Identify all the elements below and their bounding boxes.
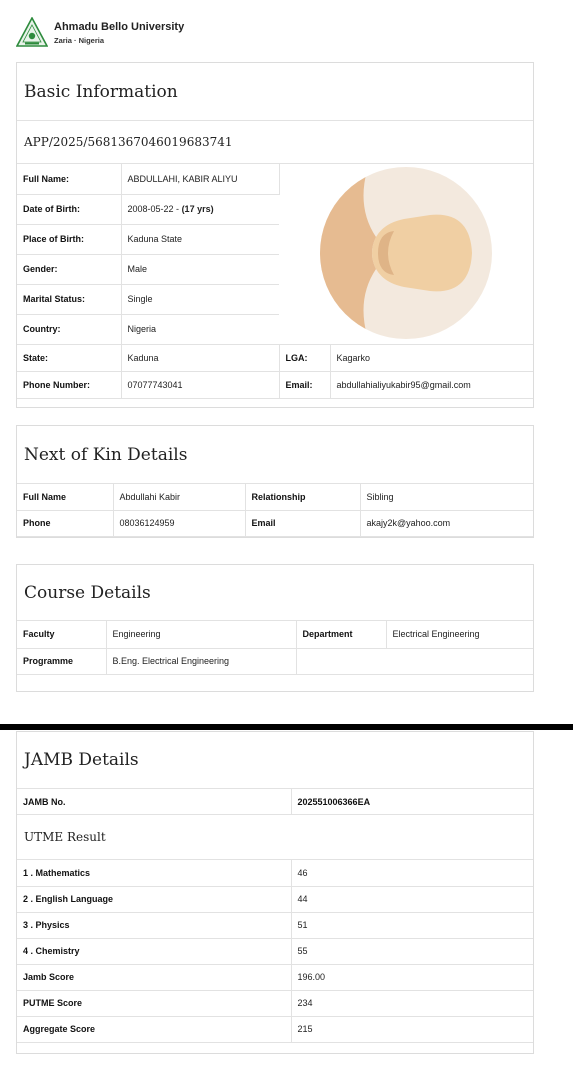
kin-email-value: akajy2k@yahoo.com [360, 510, 533, 536]
kin-name-label: Full Name [17, 484, 113, 510]
gender-label: Gender: [17, 254, 121, 284]
country-value: Nigeria [121, 314, 279, 344]
full-name-label: Full Name: [17, 164, 121, 194]
kin-relationship-value: Sibling [360, 484, 533, 510]
marital-value: Single [121, 284, 279, 314]
section-title: Course Details [17, 565, 533, 621]
kin-name-value: Abdullahi Kabir [113, 484, 245, 510]
email-label: Email: [279, 371, 330, 398]
lga-value: Kagarko [330, 344, 533, 371]
kin-phone-label: Phone [17, 510, 113, 536]
next-of-kin-table [17, 484, 533, 537]
phone-label: Phone Number: [17, 371, 121, 398]
jamb-details-card [16, 731, 534, 1054]
abu-crest-icon [16, 17, 48, 49]
programme-value: B.Eng. Electrical Engineering [106, 648, 296, 674]
section-title: Next of Kin Details [17, 426, 533, 484]
next-of-kin-card [16, 425, 534, 538]
section-title: JAMB Details [24, 750, 139, 770]
state-label: State: [17, 344, 121, 371]
kin-phone-value: 08036124959 [113, 510, 245, 536]
department-value: Electrical Engineering [386, 621, 533, 648]
jamb-score-label: Jamb Score [17, 964, 291, 990]
lga-label: LGA: [279, 344, 330, 371]
subject-name: 4 . Chemistry [17, 938, 291, 964]
page-divider [0, 724, 573, 730]
passport-photo-placeholder-icon [320, 167, 492, 339]
kin-email-label: Email [245, 510, 360, 536]
course-details-card [16, 564, 534, 692]
phone-value: 07077743041 [121, 371, 279, 398]
pob-label: Place of Birth: [17, 224, 121, 254]
kin-relationship-label: Relationship [245, 484, 360, 510]
pob-value: Kaduna State [121, 224, 279, 254]
university-location: Zaria · Nigeria [54, 36, 105, 45]
basic-info-table [17, 164, 533, 399]
course-details-table [17, 621, 533, 675]
subject-score: 51 [291, 912, 533, 938]
jamb-no-label: JAMB No. [17, 789, 291, 815]
email-value: abdullahialiyukabir95@gmail.com [330, 371, 533, 398]
subject-score: 55 [291, 938, 533, 964]
basic-information-card [16, 62, 534, 408]
subject-score: 44 [291, 886, 533, 912]
programme-label: Programme [17, 648, 106, 674]
faculty-label: Faculty [17, 621, 106, 648]
dob-value [121, 194, 279, 224]
gender-value: Male [121, 254, 279, 284]
subject-name: 1 . Mathematics [17, 860, 291, 886]
subject-name: 3 . Physics [17, 912, 291, 938]
putme-score-label: PUTME Score [17, 990, 291, 1016]
aggregate-score-label: Aggregate Score [17, 1016, 291, 1042]
department-label: Department [296, 621, 386, 648]
section-title: Basic Information [17, 63, 533, 121]
utme-result-table [17, 860, 533, 1043]
jamb-table [17, 788, 533, 815]
photo-cell [279, 164, 533, 344]
university-name: Ahmadu Bello University [54, 21, 185, 33]
aggregate-score-value: 215 [291, 1016, 533, 1042]
dob-label: Date of Birth: [17, 194, 121, 224]
age-value: (17 yrs) [181, 204, 214, 214]
country-label: Country: [17, 314, 121, 344]
utme-result-title: UTME Result [17, 815, 533, 860]
full-name-value: ABDULLAHI, KABIR ALIYU [121, 164, 279, 194]
subject-name: 2 . English Language [17, 886, 291, 912]
subject-score: 46 [291, 860, 533, 886]
jamb-no-value: 202551006366EA [291, 789, 533, 815]
state-value: Kaduna [121, 344, 279, 371]
faculty-value: Engineering [106, 621, 296, 648]
jamb-score-value: 196.00 [291, 964, 533, 990]
putme-score-value: 234 [291, 990, 533, 1016]
marital-label: Marital Status: [17, 284, 121, 314]
dob-date: 2008-05-22 - [127, 204, 180, 214]
university-header [16, 16, 184, 50]
application-number: APP/2025/5681367046019683741 [17, 121, 533, 164]
